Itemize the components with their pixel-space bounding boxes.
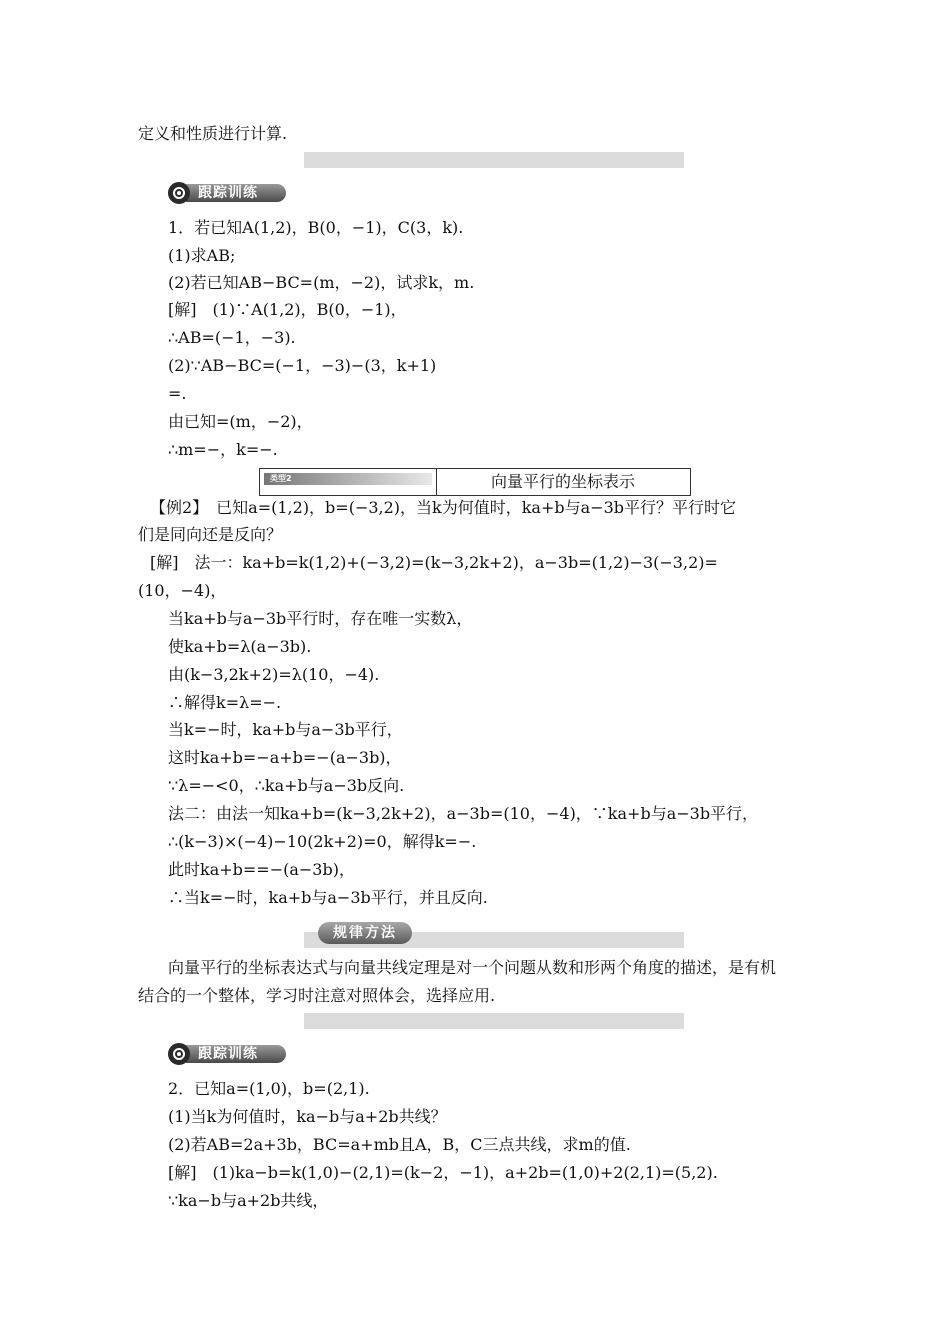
- ex1-solution-line: =.: [168, 384, 187, 403]
- ex2-solution-line: 当k=−时，ka+b与a−3b平行，: [168, 720, 403, 739]
- track-training-label: 跟踪训练: [186, 184, 286, 202]
- ex2-solution-line: 法二：由法一知ka+b=(k−3,2k+2)，a−3b=(10，−4)，∵ka+b与a−3b平行，: [168, 804, 759, 823]
- ex2-solution-line: [解] 法一：ka+b=k(1,2)+(−3,2)=(k−3,2k+2)，a−3b=(1,2)−3(−3,2)=: [150, 553, 718, 572]
- ex1-part2: (2)若已知AB−BC=(m，−2)，试求k，m.: [168, 273, 475, 292]
- type-tag-label: 类型2: [264, 473, 432, 485]
- top-text: 定义和性质进行计算.: [138, 124, 288, 143]
- target-icon: [168, 182, 190, 204]
- ex3-part1: (1)当k为何值时，ka−b与a+2b共线？: [168, 1107, 447, 1126]
- type-tag: [260, 469, 437, 495]
- ex1-part1: (1)求AB;: [168, 246, 236, 265]
- ex2-solution-line: 这时ka+b=−a+b=−(a−3b)，: [168, 748, 402, 767]
- ex1-solution-line: 由已知=(m，−2)，: [168, 412, 313, 431]
- ex3-part2: (2)若AB=2a+3b，BC=a+mb且A，B，C三点共线，求m的值.: [168, 1135, 631, 1154]
- track-training-badge: [168, 1043, 286, 1065]
- ex2-solution-line: 由(k−3,2k+2)=λ(10，−4).: [168, 665, 380, 684]
- ex1-solution-line: (2)∵AB−BC=(−1，−3)−(3，k+1): [168, 356, 437, 375]
- type-title: 向量平行的坐标表示: [490, 472, 635, 491]
- ex2-solution-line: ∴解得k=λ=−.: [168, 693, 282, 712]
- ex1-solution-line: ∴AB=(−1，−3).: [168, 328, 296, 347]
- ex2-solution-line: ∴(k−3)×(−4)−10(2k+2)=0，解得k=−.: [168, 832, 477, 851]
- ex2-question-line: 们是同向还是反向？: [138, 525, 283, 544]
- track-training-badge: [168, 182, 286, 204]
- track-training-label: 跟踪训练: [186, 1045, 286, 1063]
- ex2-solution-line: 此时ka+b==−(a−3b)，: [168, 860, 355, 879]
- ex2-solution-line: 当ka+b与a−3b平行时，存在唯一实数λ，: [168, 609, 473, 628]
- ex2-solution-line: ∵λ=−<0，∴ka+b与a−3b反向.: [168, 776, 405, 795]
- type-heading-box: [259, 468, 691, 496]
- ex2-question-line: 【例2】 已知a=(1,2)，b=(−3,2)，当k为何值时，ka+b与a−3b平行？平行时它: [150, 498, 736, 517]
- method-badge: 规律方法: [318, 922, 412, 944]
- ex2-solution-line: 使ka+b=λ(a−3b).: [168, 637, 312, 656]
- target-icon: [168, 1043, 190, 1065]
- ex1-solution-line: ∴m=−，k=−.: [168, 440, 278, 459]
- method-text-line: 结合的一个整体，学习时注意对照体会，选择应用.: [138, 986, 496, 1005]
- section-divider: [304, 152, 684, 168]
- ex2-solution-line: ∴当k=−时，ka+b与a−3b平行，并且反向.: [168, 888, 488, 907]
- method-text-line: 向量平行的坐标表达式与向量共线定理是对一个问题从数和形两个角度的描述，是有机: [168, 958, 777, 977]
- ex3-solution-line: [解] (1)ka−b=k(1,0)−(2,1)=(k−2，−1)，a+2b=(1,0)+2(2,1)=(5,2).: [168, 1163, 718, 1182]
- ex1-question: 1．若已知A(1,2)，B(0，−1)，C(3，k).: [168, 218, 464, 237]
- ex2-solution-line: (10，−4)，: [138, 581, 227, 600]
- ex1-solution-line: [解] (1)∵A(1,2)，B(0，−1)，: [168, 300, 407, 319]
- ex3-question: 2．已知a=(1,0)，b=(2,1).: [168, 1079, 370, 1098]
- ex3-solution-line: ∵ka−b与a+2b共线，: [168, 1191, 329, 1210]
- section-divider: [304, 1013, 684, 1029]
